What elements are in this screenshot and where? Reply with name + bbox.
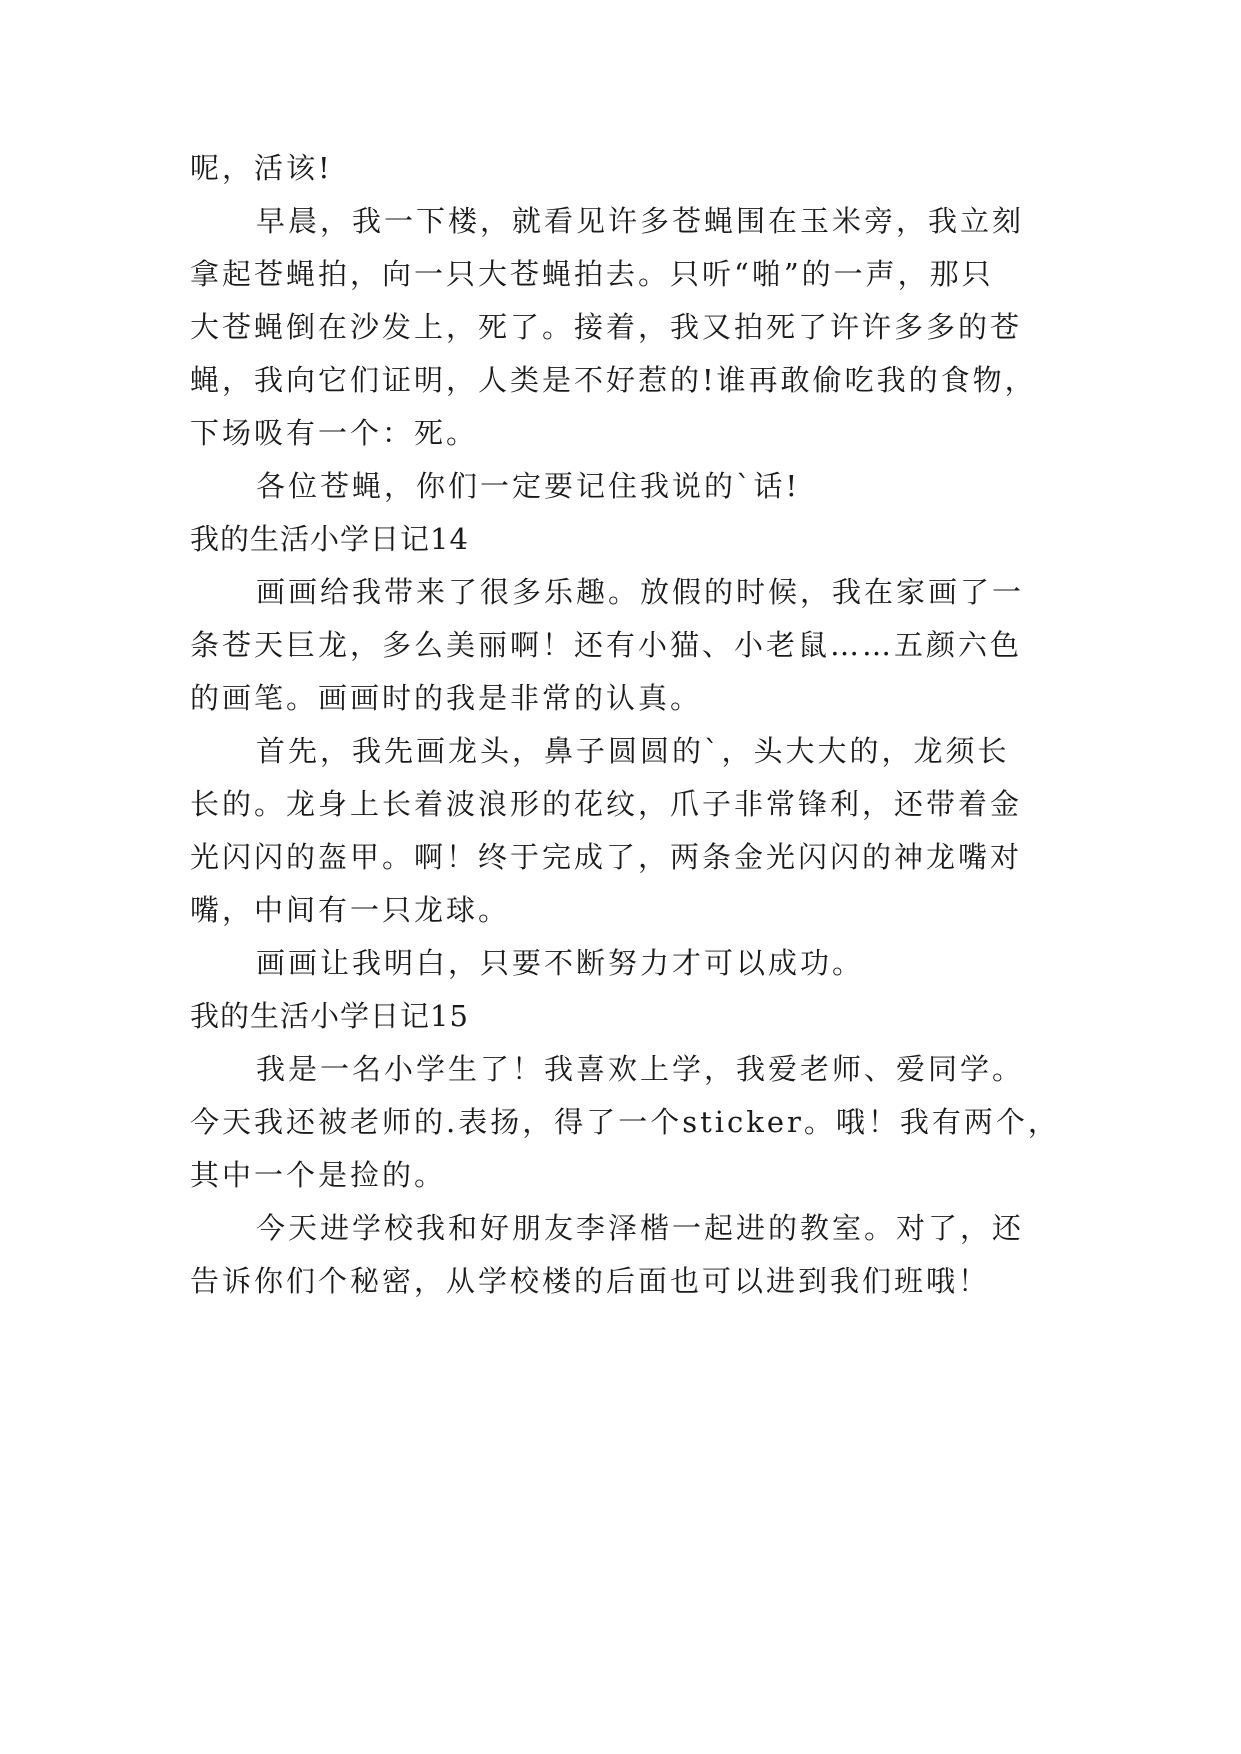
paragraph-first-line: 首先，我先画龙头，鼻子圆圆的`，头大大的，龙须长 — [256, 734, 1010, 768]
paragraph-first-line: 各位苍蝇，你们一定要记住我说的`话! — [256, 469, 801, 503]
text-line: 拿起苍蝇拍，向一只大苍蝇拍去。只听“啪”的一声，那只 — [190, 257, 994, 291]
paragraph-first-line: 早晨，我一下楼，就看见许多苍蝇围在玉米旁，我立刻 — [256, 204, 1025, 238]
text-line: 嘴，中间有一只龙球。 — [190, 893, 511, 927]
text-line: 蝇，我向它们证明，人类是不好惹的!谁再敢偷吃我的食物， — [190, 363, 1037, 397]
section-heading: 我的生活小学日记15 — [190, 999, 469, 1033]
text-line: 告诉你们个秘密，从学校楼的后面也可以进到我们班哦！ — [190, 1264, 991, 1298]
text-line: 大苍蝇倒在沙发上，死了。接着，我又拍死了许许多多的苍 — [190, 310, 1023, 344]
paragraph-first-line: 画画给我带来了很多乐趣。放假的时候，我在家画了一 — [256, 575, 1025, 609]
text-line: 今天我还被老师的.表扬，得了一个sticker。哦！我有两个， — [190, 1105, 1060, 1139]
text-line: 呢，活该! — [190, 151, 333, 185]
section-heading: 我的生活小学日记14 — [190, 522, 469, 556]
text-line: 的画笔。画画时的我是非常的认真。 — [190, 681, 703, 715]
paragraph-first-line: 我是一名小学生了！我喜欢上学，我爱老师、爱同学。 — [256, 1052, 1025, 1086]
text-line: 下场吸有一个：死。 — [190, 416, 479, 450]
text-line: 条苍天巨龙，多么美丽啊！还有小猫、小老鼠……五颜六色 — [190, 628, 1023, 662]
paragraph-first-line: 今天进学校我和好朋友李泽楷一起进的教室。对了，还 — [256, 1211, 1025, 1245]
paragraph-first-line: 画画让我明白，只要不断努力才可以成功。 — [256, 946, 865, 980]
text-line: 长的。龙身上长着波浪形的花纹，爪子非常锋利，还带着金 — [190, 787, 1023, 821]
text-line: 其中一个是捡的。 — [190, 1158, 447, 1192]
text-line: 光闪闪的盔甲。啊！终于完成了，两条金光闪闪的神龙嘴对 — [190, 840, 1023, 874]
